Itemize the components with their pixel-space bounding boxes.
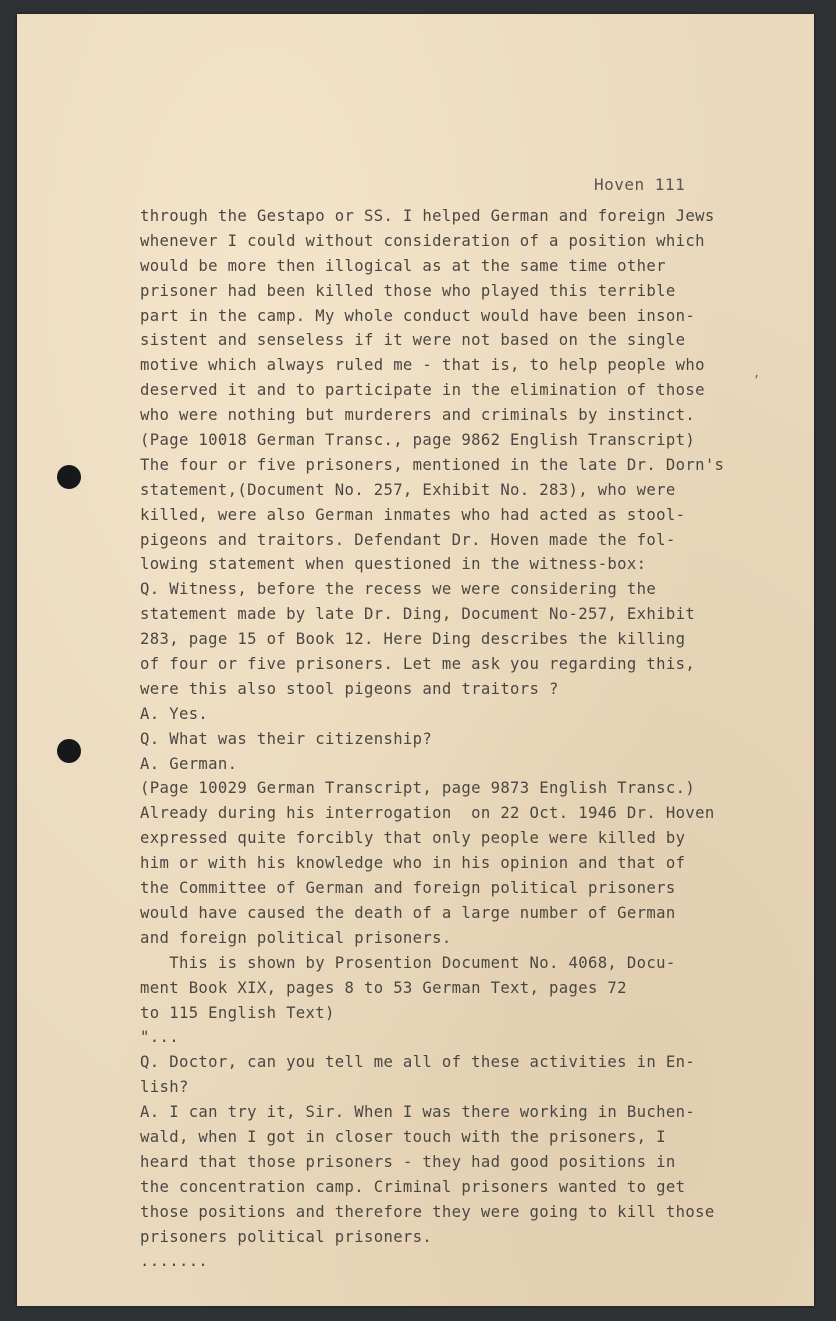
text-line: would be more then illogical as at the same time other: [140, 256, 666, 275]
text-line: ment Book XIX, pages 8 to 53 German Text, pages 72: [140, 978, 627, 997]
text-line: deserved it and to participate in the elimination of those: [140, 381, 705, 400]
text-line: Q. What was their citizenship?: [140, 729, 433, 748]
paper-sheet: [17, 14, 814, 1306]
text-line: and foreign political prisoners.: [140, 928, 452, 947]
typed-body-text: [140, 204, 780, 1274]
text-line: expressed quite forcibly that only people were killed by: [140, 829, 686, 848]
text-line: part in the camp. My whole conduct would have been inson-: [140, 306, 696, 325]
text-line: statement made by late Dr. Ding, Document No-257, Exhibit: [140, 605, 696, 624]
text-line: sistent and senseless if it were not based on the single: [140, 331, 686, 350]
text-line: prisoners political prisoners.: [140, 1227, 433, 1246]
text-line: A. Yes.: [140, 704, 209, 723]
text-line: would have caused the death of a large number of German: [140, 903, 676, 922]
text-line: Q. Witness, before the recess we were considering the: [140, 580, 657, 599]
text-line: prisoner had been killed those who played this terrible: [140, 281, 676, 300]
text-line: pigeons and traitors. Defendant Dr. Hoven made the fol-: [140, 530, 676, 549]
text-line: those positions and therefore they were going to kill those: [140, 1202, 715, 1221]
text-line: Already during his interrogation on 22 Oct. 1946 Dr. Hoven: [140, 804, 715, 823]
text-line: Q. Doctor, can you tell me all of these activities in En-: [140, 1053, 696, 1072]
text-line: him or with his knowledge who in his opinion and that of: [140, 854, 686, 873]
text-line: killed, were also German inmates who had acted as stool-: [140, 505, 686, 524]
punch-hole: [57, 739, 81, 763]
text-line: (Page 10029 German Transcript, page 9873 English Transc.): [140, 779, 696, 798]
text-line: A. I can try it, Sir. When I was there working in Buchen-: [140, 1103, 696, 1122]
text-line: who were nothing but murderers and criminals by instinct.: [140, 406, 696, 425]
text-line: .......: [140, 1252, 209, 1271]
punch-hole: [57, 465, 81, 489]
text-line: 283, page 15 of Book 12. Here Ding describes the killing: [140, 630, 686, 649]
text-line: wald, when I got in closer touch with the prisoners, I: [140, 1127, 666, 1146]
page-number: Hoven 111: [594, 175, 686, 194]
text-line: through the Gestapo or SS. I helped German and foreign Jews: [140, 207, 715, 225]
text-line: The four or five prisoners, mentioned in the late Dr. Dorn's: [140, 455, 725, 474]
text-line: heard that those prisoners - they had good positions in: [140, 1152, 676, 1171]
text-line: "...: [140, 1028, 179, 1047]
text-line: the concentration camp. Criminal prisoners wanted to get: [140, 1177, 686, 1196]
text-line: lowing statement when questioned in the witness-box:: [140, 555, 647, 574]
text-line: the Committee of German and foreign political prisoners: [140, 879, 676, 898]
margin-mark: ,: [753, 366, 761, 380]
text-line: A. German.: [140, 754, 238, 773]
text-line: were this also stool pigeons and traitors ?: [140, 679, 559, 698]
text-line: to 115 English Text): [140, 1003, 335, 1022]
text-line: whenever I could without consideration of a position which: [140, 231, 705, 250]
text-line: motive which always ruled me - that is, to help people who: [140, 356, 705, 375]
text-line: lish?: [140, 1078, 189, 1097]
text-line: statement,(Document No. 257, Exhibit No. 283), who were: [140, 480, 676, 499]
text-line: (Page 10018 German Transc., page 9862 English Transcript): [140, 431, 696, 450]
text-line: This is shown by Prosention Document No. 4068, Docu-: [140, 953, 676, 972]
text-line: of four or five prisoners. Let me ask you regarding this,: [140, 655, 696, 674]
